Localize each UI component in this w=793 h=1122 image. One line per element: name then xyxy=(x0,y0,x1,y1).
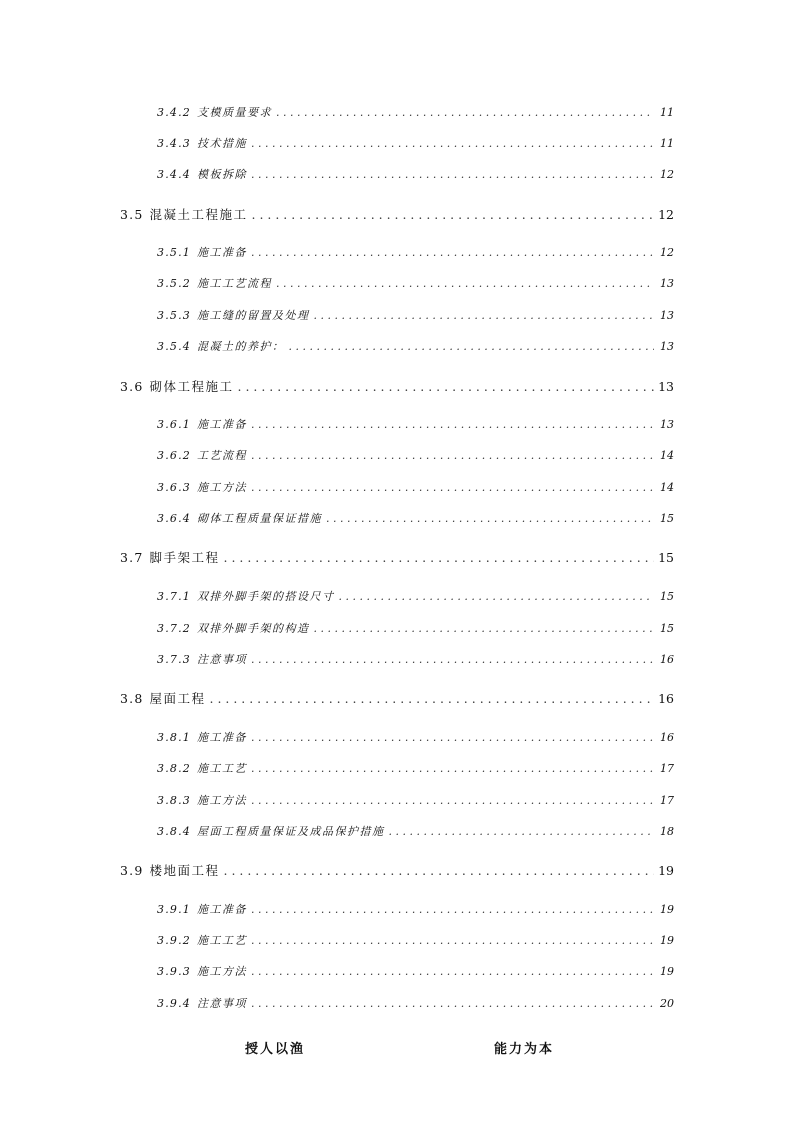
toc-entry-page-number: 14 xyxy=(660,481,674,494)
toc-entry-title: 施工准备 xyxy=(197,903,247,916)
toc-entry-page-number: 19 xyxy=(658,863,674,878)
toc-entry[interactable] xyxy=(157,650,674,670)
toc-entry-title: 注意事项 xyxy=(197,997,247,1010)
toc-entry-number: 3.7.3 xyxy=(157,653,191,666)
toc-entry-page-number: 11 xyxy=(660,137,674,150)
toc-dot-leader xyxy=(251,728,654,748)
toc-entry-number: 3.6.2 xyxy=(157,449,191,462)
toc-dot-leader xyxy=(251,791,654,811)
toc-entry-number: 3.7 xyxy=(120,550,144,565)
toc-entry-number: 3.5.4 xyxy=(157,340,191,353)
toc-entry-page-number: 16 xyxy=(660,653,674,666)
toc-entry-title: 砌体工程施工 xyxy=(149,379,234,394)
toc-entry[interactable] xyxy=(157,274,674,294)
toc-entry-page-number: 13 xyxy=(660,418,674,431)
toc-entry-page-number: 11 xyxy=(660,106,674,119)
toc-entry-page-number: 13 xyxy=(658,379,674,394)
toc-entry-page-number: 18 xyxy=(660,825,674,838)
toc-entry-number: 3.4.3 xyxy=(157,137,191,150)
toc-entry[interactable] xyxy=(157,759,674,779)
toc-entry-page-number: 16 xyxy=(658,691,674,706)
toc-entry[interactable] xyxy=(157,103,674,123)
toc-entry[interactable] xyxy=(157,962,674,982)
toc-entry-number: 3.4.2 xyxy=(157,106,191,119)
toc-entry[interactable] xyxy=(157,728,674,748)
toc-entry-number: 3.9.4 xyxy=(157,997,191,1010)
toc-entry-number: 3.8.4 xyxy=(157,825,191,838)
toc-entry-title: 支模质量要求 xyxy=(197,106,272,119)
page-footer xyxy=(0,1038,793,1058)
toc-dot-leader xyxy=(224,861,655,881)
footer-motto-right: 能力为本 xyxy=(494,1042,555,1057)
toc-entry[interactable] xyxy=(120,205,674,225)
toc-entry[interactable] xyxy=(157,243,674,263)
toc-entry[interactable] xyxy=(157,791,674,811)
toc-entry-page-number: 15 xyxy=(660,590,674,603)
toc-entry-title: 双排外脚手架的构造 xyxy=(197,622,310,635)
toc-entry-page-number: 15 xyxy=(658,550,674,565)
toc-entry-page-number: 17 xyxy=(660,794,674,807)
toc-entry-page-number: 13 xyxy=(660,340,674,353)
toc-entry[interactable] xyxy=(157,415,674,435)
toc-entry-page-number: 16 xyxy=(660,731,674,744)
toc-dot-leader xyxy=(251,478,654,498)
toc-entry-title: 双排外脚手架的搭设尺寸 xyxy=(197,590,335,603)
toc-entry[interactable] xyxy=(120,548,674,568)
toc-entry-title: 工艺流程 xyxy=(197,449,247,462)
toc-entry[interactable] xyxy=(120,861,674,881)
toc-entry-title: 施工准备 xyxy=(197,418,247,431)
toc-dot-leader xyxy=(251,134,654,154)
toc-entry-title: 混凝土的养护： xyxy=(197,340,285,353)
toc-dot-leader xyxy=(276,274,654,294)
toc-entry-title: 施工准备 xyxy=(197,246,247,259)
toc-entry-number: 3.6.3 xyxy=(157,481,191,494)
toc-dot-leader xyxy=(251,962,654,982)
toc-entry-number: 3.8.3 xyxy=(157,794,191,807)
toc-entry-page-number: 14 xyxy=(660,449,674,462)
toc-entry-page-number: 17 xyxy=(660,762,674,775)
toc-entry[interactable] xyxy=(157,509,674,529)
toc-entry-title: 屋面工程 xyxy=(149,691,206,706)
toc-entry[interactable] xyxy=(157,994,674,1014)
toc-dot-leader xyxy=(314,306,655,326)
toc-entry[interactable] xyxy=(157,337,674,357)
toc-entry-page-number: 20 xyxy=(660,997,674,1010)
toc-entry[interactable] xyxy=(157,134,674,154)
toc-entry-page-number: 19 xyxy=(660,934,674,947)
toc-dot-leader xyxy=(251,759,654,779)
toc-dot-leader xyxy=(326,509,654,529)
toc-dot-leader xyxy=(251,931,654,951)
toc-entry-title: 施工方法 xyxy=(197,794,247,807)
toc-entry-title: 施工工艺 xyxy=(197,934,247,947)
toc-entry-number: 3.5.1 xyxy=(157,246,191,259)
toc-entry-page-number: 15 xyxy=(660,512,674,525)
toc-dot-leader xyxy=(251,994,654,1014)
toc-entry-number: 3.8.1 xyxy=(157,731,191,744)
footer-motto-left: 授人以渔 xyxy=(245,1042,306,1057)
toc-entry-title: 砌体工程质量保证措施 xyxy=(197,512,322,525)
toc-entry-number: 3.5.2 xyxy=(157,277,191,290)
toc-entry-title: 施工工艺 xyxy=(197,762,247,775)
toc-dot-leader xyxy=(276,103,654,123)
toc-entry-number: 3.8 xyxy=(120,691,144,706)
toc-entry-number: 3.9.2 xyxy=(157,934,191,947)
toc-dot-leader xyxy=(210,689,655,709)
toc-entry[interactable] xyxy=(157,931,674,951)
toc-entry[interactable] xyxy=(157,822,674,842)
toc-entry-page-number: 12 xyxy=(658,207,674,222)
toc-entry-page-number: 12 xyxy=(660,168,674,181)
toc-dot-leader xyxy=(251,650,654,670)
toc-dot-leader xyxy=(251,415,654,435)
toc-entry-title: 混凝土工程施工 xyxy=(149,207,248,222)
toc-entry-number: 3.6.4 xyxy=(157,512,191,525)
toc-entry-page-number: 13 xyxy=(660,277,674,290)
toc-entry-title: 注意事项 xyxy=(197,653,247,666)
toc-entry-number: 3.9 xyxy=(120,863,144,878)
toc-dot-leader xyxy=(339,587,655,607)
toc-dot-leader xyxy=(289,337,655,357)
toc-entry-title: 技术措施 xyxy=(197,137,247,150)
toc-entry-page-number: 19 xyxy=(660,903,674,916)
toc-entry-number: 3.9.1 xyxy=(157,903,191,916)
toc-entry-title: 施工工艺流程 xyxy=(197,277,272,290)
toc-entry-page-number: 13 xyxy=(660,309,674,322)
toc-dot-leader xyxy=(389,822,655,842)
toc-dot-leader xyxy=(224,548,655,568)
toc-entry[interactable] xyxy=(157,619,674,639)
toc-entry-number: 3.7.2 xyxy=(157,622,191,635)
toc-dot-leader xyxy=(314,619,655,639)
toc-dot-leader xyxy=(251,446,654,466)
toc-entry-title: 楼地面工程 xyxy=(149,863,220,878)
toc-entry-number: 3.8.2 xyxy=(157,762,191,775)
toc-entry-number: 3.6 xyxy=(120,379,144,394)
toc-entry-page-number: 15 xyxy=(660,622,674,635)
toc-entry-title: 脚手架工程 xyxy=(149,550,220,565)
toc-entry[interactable] xyxy=(157,478,674,498)
toc-entry[interactable] xyxy=(120,689,674,709)
toc-entry[interactable] xyxy=(120,377,674,397)
toc-entry-number: 3.5 xyxy=(120,207,144,222)
toc-dot-leader xyxy=(251,165,654,185)
toc-entry[interactable] xyxy=(157,900,674,920)
toc-entry-number: 3.9.3 xyxy=(157,965,191,978)
toc-entry-title: 施工准备 xyxy=(197,731,247,744)
toc-entry-title: 屋面工程质量保证及成品保护措施 xyxy=(197,825,385,838)
toc-dot-leader xyxy=(251,900,654,920)
toc-entry-number: 3.7.1 xyxy=(157,590,191,603)
toc-dot-leader xyxy=(251,243,654,263)
toc-entry-number: 3.5.3 xyxy=(157,309,191,322)
toc-entry-page-number: 12 xyxy=(660,246,674,259)
toc-entry[interactable] xyxy=(157,587,674,607)
toc-entry-number: 3.6.1 xyxy=(157,418,191,431)
toc-entry-title: 施工方法 xyxy=(197,481,247,494)
toc-entry[interactable] xyxy=(157,306,674,326)
toc-dot-leader xyxy=(252,205,655,225)
toc-entry[interactable] xyxy=(157,446,674,466)
toc-dot-leader xyxy=(238,377,655,397)
toc-entry-page-number: 19 xyxy=(660,965,674,978)
toc-entry[interactable] xyxy=(157,165,674,185)
toc-entry-number: 3.4.4 xyxy=(157,168,191,181)
toc-entry-title: 施工缝的留置及处理 xyxy=(197,309,310,322)
toc-entry-title: 模板拆除 xyxy=(197,168,247,181)
toc-entry-title: 施工方法 xyxy=(197,965,247,978)
